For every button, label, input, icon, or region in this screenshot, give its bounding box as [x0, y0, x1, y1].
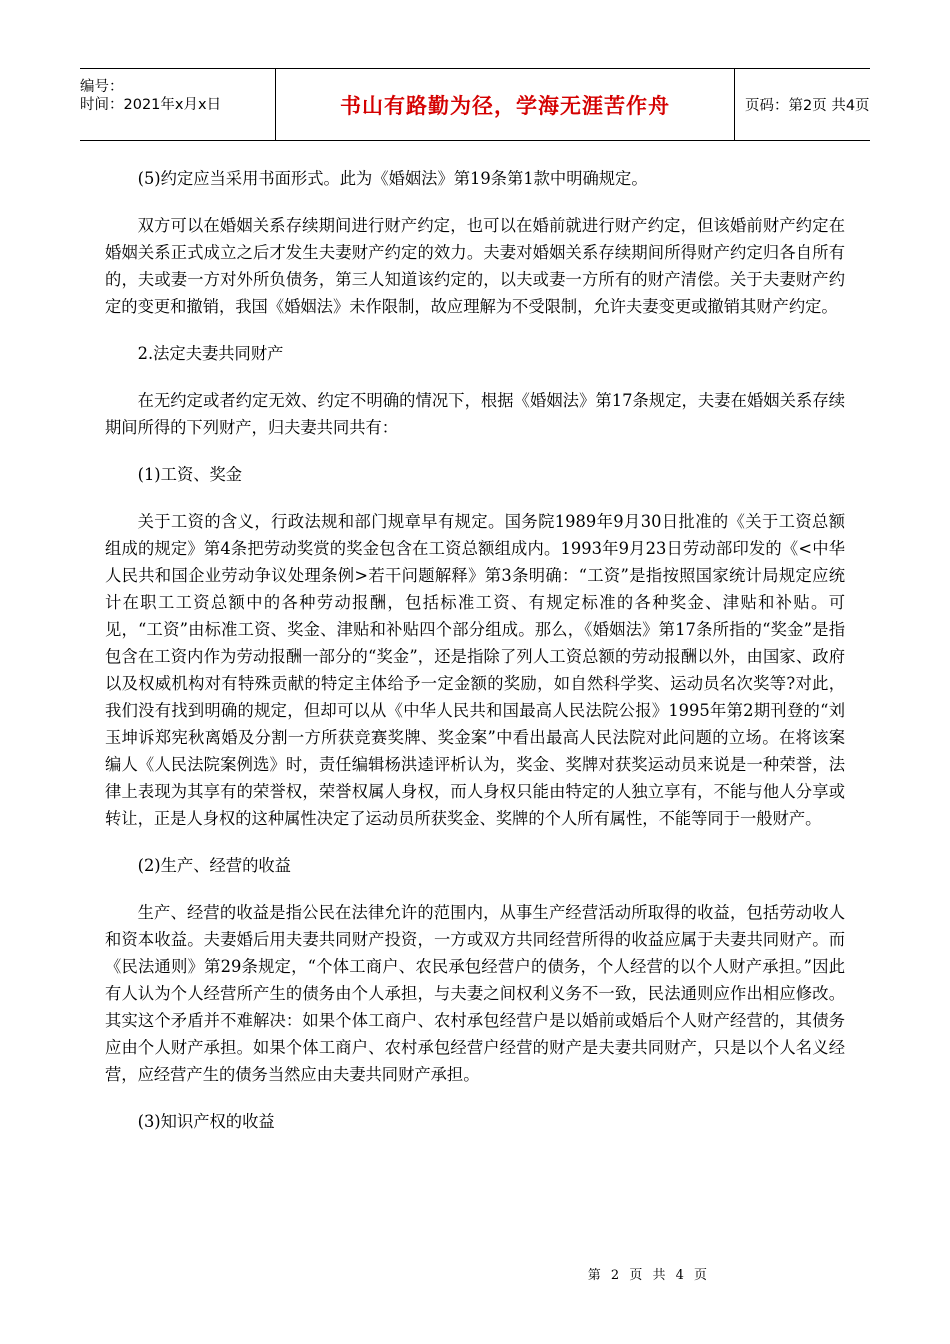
paragraph: 关于工资的含义，行政法规和部门规章早有规定。国务院1989年9月30日批准的《关于工资总额组成的规定》第4条把劳动奖赏的奖金包含在工资总额组成内。1993年9月23日劳动部印发的《<中华人民共和国企业劳动争议处理条例>若干问题解释》第3条明确：“工资”是指按照国家统计局规定应统计在职工工资总额中的各种劳动报酬，包括标准工资、有规定标准的各种奖金、津贴和补贴。可见，“工资”由标准工资、奖金、津贴和补贴四个部分组成。那么，《婚姻法》第17条所指的“奖金”是指包含在工资内作为劳动报酬一部分的“奖金”，还是指除了列人工资总额的劳动报酬以外，由国家、政府以及权威机构对有特殊贡献的特定主体给予一定金额的奖励，如自然科学奖、运动员名次奖等?对此，我们没有找到明确的规定，但却可以从《中华人民共和国最高人民法院公报》1995年第2期刊登的“刘玉坤诉郑宪秋离婚及分割一方所获竞赛奖牌、奖金案”中看出最高人民法院对此问题的立场。在将该案编人《人民法院案例选》时，责任编辑杨洪逵评析认为，奖金、奖牌对获奖运动员来说是一种荣誉，法律上表现为其享有的荣誉权，荣誉权属人身权，而人身权只能由特定的人独立享有，不能与他人分享或转让，正是人身权的这种属性决定了运动员所获奖金、奖牌的个人所有属性，不能等同于一般财产。	[105, 512, 845, 828]
header-motto: 书山有路勤为径，学海无涯苦作舟	[340, 93, 670, 118]
subsection-heading: (1)工资、奖金	[137, 465, 243, 484]
document-number-label: 编号：	[80, 79, 124, 95]
header-motto-cell	[275, 69, 735, 140]
paragraph: 在无约定或者约定无效、约定不明确的情况下，根据《婚姻法》第17条规定，夫妻在婚姻关系存续期间所得的下列财产，归夫妻共同共有：	[105, 391, 845, 437]
page-header	[80, 68, 870, 141]
paragraph: (5)约定应当采用书面形式。此为《婚姻法》第19条第1款中明确规定。	[137, 169, 648, 188]
subsection-heading: (2)生产、经营的收益	[137, 856, 291, 875]
subsection-heading: (3)知识产权的收益	[137, 1112, 275, 1131]
paragraph: 双方可以在婚姻关系存续期间进行财产约定，也可以在婚前就进行财产约定，但该婚前财产约定在婚姻关系正式成立之后才发生夫妻财产约定的效力。夫妻对婚姻关系存续期间所得财产约定归各自所有的，夫或妻一方对外所负债务，第三人知道该约定的，以夫或妻一方所有的财产清偿。关于夫妻财产约定的变更和撤销，我国《婚姻法》未作限制，故应理解为不受限制，允许夫妻变更或撤销其财产约定。	[105, 216, 845, 316]
header-meta	[80, 69, 275, 140]
section-heading: 2.法定夫妻共同财产	[137, 344, 284, 363]
document-body	[105, 165, 845, 1155]
paragraph: 生产、经营的收益是指公民在法律允许的范围内，从事生产经营活动所取得的收益，包括劳动收人和资本收益。夫妻婚后用夫妻共同财产投资，一方或双方共同经营所得的收益应属于夫妻共同财产。而《民法通则》第29条规定，“个体工商户、农民承包经营户的债务，个人经营的以个人财产承担。”因此有人认为个人经营所产生的债务由个人承担，与夫妻之间权利义务不一致，民法通则应作出相应修改。其实这个矛盾并不难解决：如果个体工商户、农村承包经营户是以婚前或婚后个人财产经营的，其债务应由个人财产承担。如果个体工商户、农村承包经营户经营的财产是夫妻共同财产，只是以个人名义经营，应经营产生的债务当然应由夫妻共同财产承担。	[105, 903, 845, 1084]
header-page-info: 页码：第2页 共4页	[745, 98, 870, 114]
page-footer: 第 2 页 共 4 页	[587, 1268, 710, 1283]
document-time-label: 时间：2021年x月x日	[80, 97, 222, 113]
